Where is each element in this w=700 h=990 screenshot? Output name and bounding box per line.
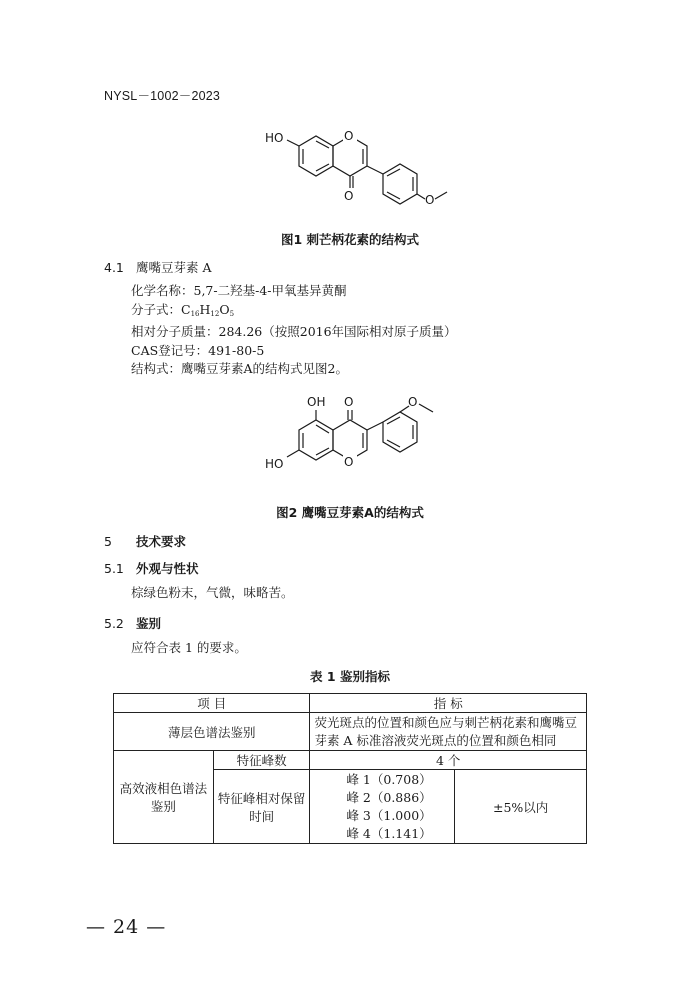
hplc-label: 高效液相色谱法鉴别 [114,751,214,844]
section-5-number: 5 [104,534,112,549]
section-4-1-body [131,282,457,379]
table-row-peak-count [114,751,587,770]
section-5-2-number: 5.2 [104,616,124,631]
section-5-1-number: 5.1 [104,561,124,576]
fig2-ring-a [299,420,333,460]
fig2-methoxy-o: O [408,395,418,409]
peak-2: 峰 2（0.886） [346,789,432,805]
fig2-ring-b [383,412,417,452]
peak-count-label: 特征峰数 [213,751,310,770]
section-5-title: 技术要求 [135,534,186,549]
figure1-structure [255,118,455,218]
section-5-2-text: 应符合表 1 的要求。 [131,640,247,655]
fig1-methoxy-o: O [425,193,435,207]
rrt-label: 特征峰相对保留时间 [213,770,310,844]
section-5-1-text: 棕绿色粉末，气微，味略苦。 [131,585,294,600]
section-5-heading [104,532,186,550]
fig2-ho: HO [265,457,284,471]
table1-caption: 表 1 鉴别指标 [310,669,390,684]
peak-count-value: 4 个 [310,751,587,770]
header-item: 项 目 [114,694,310,713]
fig2-oh: OH [307,395,326,409]
section-4-1-number: 4.1 [104,260,124,275]
tlc-label: 薄层色谱法鉴别 [114,713,310,751]
fig1-ring-o: O [344,129,354,143]
chemical-name: 化学名称：5,7-二羟基-4-甲氧基异黄酮 [131,283,347,298]
figure2-caption: 图2 鹰嘴豆芽素A的结构式 [276,505,424,520]
table-header-row [114,694,587,713]
fig2-carbonyl-o: O [344,395,354,409]
figure1-caption: 图1 刺芒柄花素的结构式 [280,232,420,247]
figure2-structure [255,392,455,482]
peak-3: 峰 3（1.000） [346,807,432,823]
identification-table [113,693,587,844]
header-index: 指 标 [310,694,587,713]
fig1-ho: HO [265,131,284,145]
section-5-1-title: 外观与性状 [135,561,199,576]
cas-number: CAS登记号：491-80-5 [131,342,265,358]
fig1-carbonyl-o: O [344,189,354,203]
peak-1: 峰 1（0.708） [346,771,432,787]
section-5-2-title: 鉴别 [135,616,161,631]
molecular-formula: 分子式：$C_{16}H_{12}O_5$ [131,301,235,318]
section-5-2-heading [104,614,161,632]
section-4-1-title: 鹰嘴豆芽素 A [135,260,212,275]
fig2-ring-o: O [344,455,354,469]
peaks-cell [310,770,455,844]
peak-4: 峰 4（1.141） [346,825,432,841]
section-4-1-heading [104,258,212,276]
tlc-value: 荧光斑点的位置和颜色应与刺芒柄花素和鹰嘴豆芽素 A 标准溶液荧光斑点的位置和颜色相同 [310,713,587,751]
page-number: — 24 — [86,916,167,938]
fig1-ring-b [383,164,417,204]
fig1-ring-a [299,136,333,176]
document-code: NYSL－1002－2023 [104,89,221,103]
table-row-tlc [114,713,587,751]
section-5-1-heading [104,559,199,577]
structure-reference: 结构式：鹰嘴豆芽素A的结构式见图2。 [131,361,348,376]
molecular-weight: 相对分子质量：284.26（按照2016年国际相对原子质量） [131,324,457,339]
tolerance: ±5%以内 [455,770,587,844]
